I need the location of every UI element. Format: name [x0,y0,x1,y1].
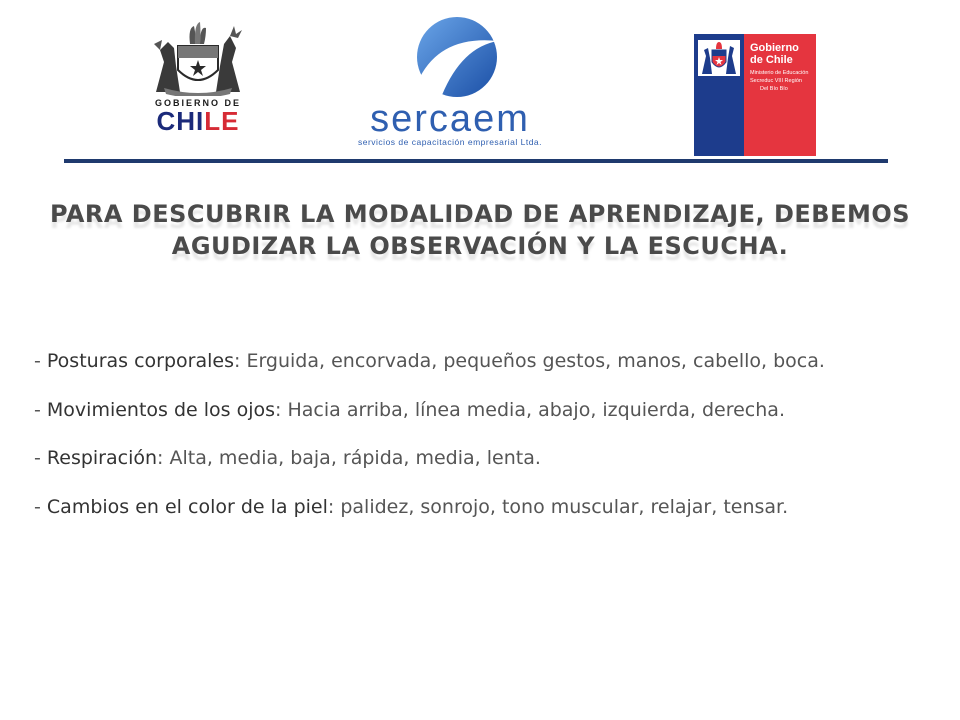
list-item [34,434,914,483]
gobierno-de-label: GOBIERNO DE [154,98,241,108]
list-item-text: Hacia arriba, línea media, abajo, izquierda, derecha. [287,398,785,421]
sercaem-wordmark: sercaem [370,98,530,140]
list-item-text: palidez, sonrojo, tono muscular, relajar, tensar. [340,495,789,518]
list-item-separator: : [275,398,288,421]
sercaem-logo [330,15,570,145]
list-item-dash: - [34,398,47,421]
chile-coat-of-arms-icon [150,22,246,96]
region-label: Del Bío Bío [760,86,788,92]
chile-label [148,108,248,134]
list-item-key: Respiración [46,447,158,469]
list-item-separator: : [157,447,170,469]
list-item-separator: : [327,495,341,518]
slide-title-line1: PARA DESCUBRIR LA MODALIDAD DE APRENDIZAJE, DEBEMOS [49,200,911,228]
chile-coat-of-arms-small-icon [698,40,740,76]
header-divider [64,159,888,163]
sercaem-tagline: servicios de capacitación empresarial Ltda. [357,137,543,147]
list-item-key: Movimientos de los ojos [46,398,276,421]
gobierno-de-chile-logo [148,22,248,150]
ministerio-educacion-logo [694,34,816,156]
observation-list [34,337,914,531]
ministerio-logo-red-panel [744,34,816,156]
list-item-dash: - [34,350,47,372]
list-item-key: Cambios en el color de la piel [46,495,328,518]
chile-label-part1: CHI [156,106,205,136]
list-item [34,483,914,532]
list-item-separator: : [233,350,247,372]
ministerio-crest-box [698,40,740,76]
ministerio-name-label: Ministerio de Educación [750,70,809,76]
ministerio-gobierno-label: Gobierno [750,42,799,54]
list-item [34,337,914,386]
chile-label-part2: LE [204,106,240,136]
secreduc-label: Secreduc VIII Región [750,78,802,84]
ministerio-de-chile-label: de Chile [750,54,793,66]
slide-title-line2: AGUDIZAR LA OBSERVACIÓN Y LA ESCUCHA. [171,232,789,260]
list-item-key: Posturas corporales [46,350,234,372]
list-item [34,386,914,435]
slide-title [40,198,920,262]
ministerio-logo-blue-panel [694,34,744,156]
list-item-dash: - [34,495,47,518]
list-item-text: Erguida, encorvada, pequeños gestos, manos, cabello, boca. [246,350,825,372]
sercaem-swoosh-icon [412,15,502,99]
list-item-text: Alta, media, baja, rápida, media, lenta. [169,447,541,469]
list-item-dash: - [34,447,47,469]
